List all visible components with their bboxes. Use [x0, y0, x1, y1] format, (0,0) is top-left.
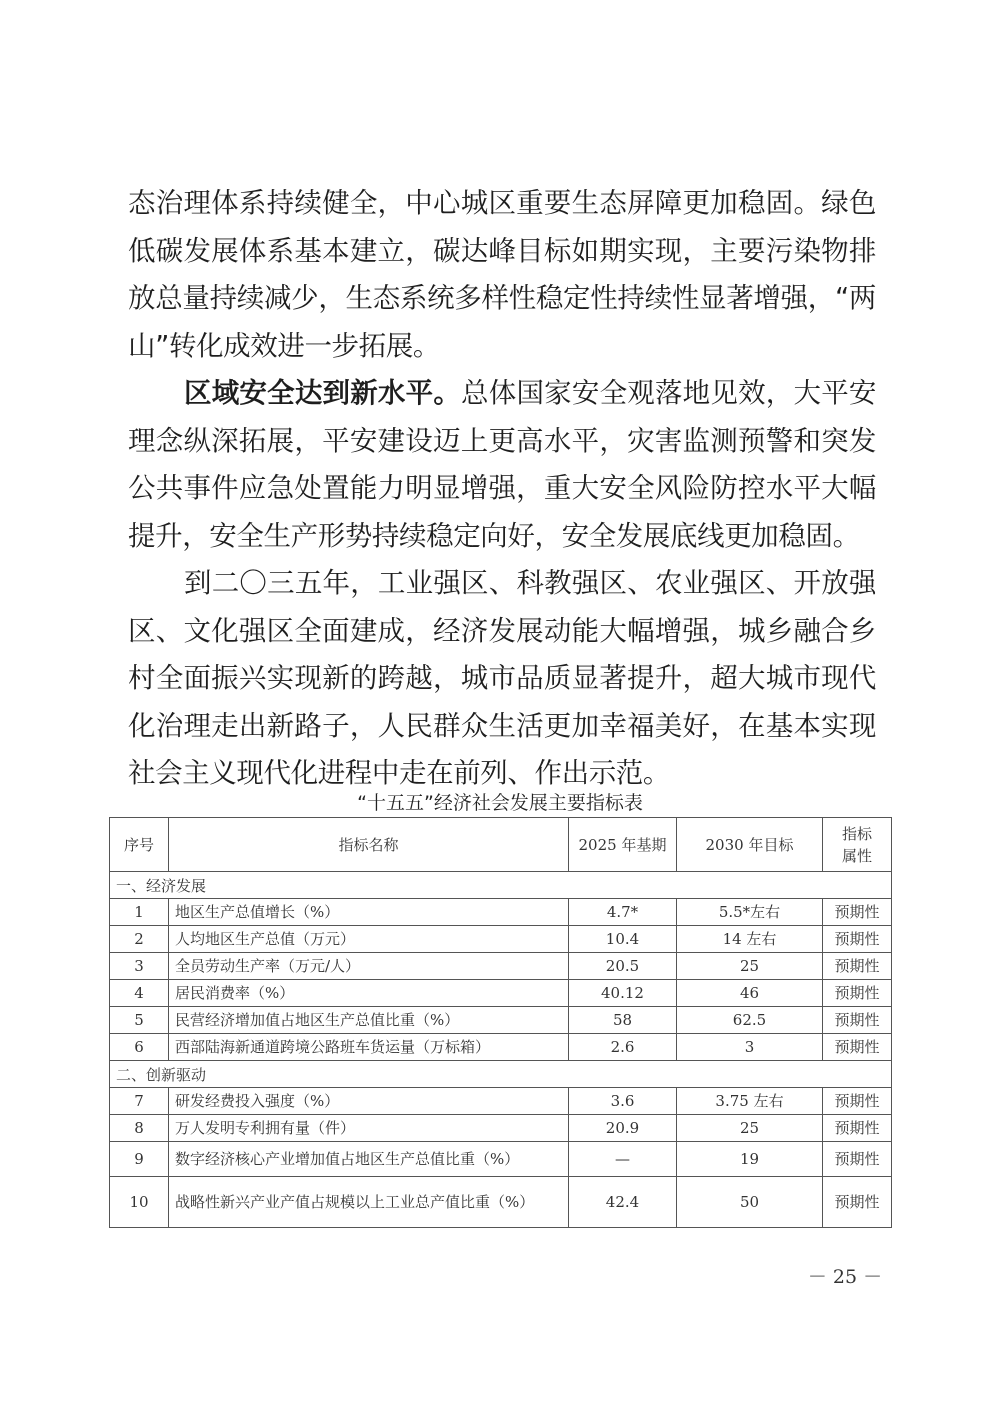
cell-name: 数字经济核心产业增加值占地区生产总值比重（%） — [169, 1142, 569, 1177]
cell-attr: 预期性 — [823, 1034, 892, 1061]
paragraph-heading: 区域安全达到新水平。 — [184, 377, 462, 409]
cell-no: 9 — [110, 1142, 169, 1177]
table-row — [110, 926, 892, 953]
cell-attr: 预期性 — [823, 899, 892, 926]
cell-target: 3 — [677, 1034, 823, 1061]
table-row — [110, 980, 892, 1007]
section-row — [110, 872, 892, 899]
paragraph-regional-security — [128, 370, 876, 560]
header-target: 2030 年目标 — [677, 818, 823, 872]
cell-name: 居民消费率（%） — [169, 980, 569, 1007]
cell-target: 50 — [677, 1177, 823, 1228]
cell-no: 7 — [110, 1088, 169, 1115]
table-row — [110, 1007, 892, 1034]
cell-attr: 预期性 — [823, 1007, 892, 1034]
section-title: 一、经济发展 — [110, 872, 892, 899]
indicator-table — [109, 817, 892, 1228]
cell-name: 地区生产总值增长（%） — [169, 899, 569, 926]
table-row — [110, 899, 892, 926]
table-row — [110, 953, 892, 980]
table-header-row — [110, 818, 892, 872]
cell-name: 万人发明专利拥有量（件） — [169, 1115, 569, 1142]
header-name: 指标名称 — [169, 818, 569, 872]
paragraph-2035-vision: 到二〇三五年，工业强区、科教强区、农业强区、开放强区、文化强区全面建成，经济发展动能大幅增强，城乡融合乡村全面振兴实现新的跨越，城市品质显著提升，超大城市现代化治理走出新路子，人民群众生活更加幸福美好，在基本实现社会主义现代化进程中走在前列、作出示范。 — [128, 567, 876, 789]
header-no: 序号 — [110, 818, 169, 872]
cell-name: 西部陆海新通道跨境公路班车货运量（万标箱） — [169, 1034, 569, 1061]
cell-attr: 预期性 — [823, 1115, 892, 1142]
cell-target: 3.75 左右 — [677, 1088, 823, 1115]
cell-name: 研发经费投入强度（%） — [169, 1088, 569, 1115]
table-row — [110, 1034, 892, 1061]
table-row — [110, 1088, 892, 1115]
cell-no: 6 — [110, 1034, 169, 1061]
cell-base: 4.7* — [569, 899, 677, 926]
paragraph-ecology: 态治理体系持续健全，中心城区重要生态屏障更加稳固。绿色低碳发展体系基本建立，碳达峰目标如期实现，主要污染物排放总量持续减少，生态系统多样性稳定性持续性显著增强，“两山”转化成效进一步拓展。 — [128, 187, 876, 362]
header-base: 2025 年基期 — [569, 818, 677, 872]
cell-base: 20.5 — [569, 953, 677, 980]
cell-target: 25 — [677, 953, 823, 980]
cell-no: 4 — [110, 980, 169, 1007]
cell-no: 5 — [110, 1007, 169, 1034]
cell-target: 14 左右 — [677, 926, 823, 953]
cell-attr: 预期性 — [823, 1177, 892, 1228]
section-title: 二、创新驱动 — [110, 1061, 892, 1088]
cell-base: 3.6 — [569, 1088, 677, 1115]
cell-no: 3 — [110, 953, 169, 980]
cell-no: 10 — [110, 1177, 169, 1228]
cell-base: 58 — [569, 1007, 677, 1034]
table-row — [110, 1115, 892, 1142]
cell-base: 40.12 — [569, 980, 677, 1007]
table-title: “十五五”经济社会发展主要指标表 — [357, 792, 643, 814]
cell-attr: 预期性 — [823, 926, 892, 953]
cell-name: 全员劳动生产率（万元/人） — [169, 953, 569, 980]
table-row — [110, 1142, 892, 1177]
paragraph-body: 总体国家安全观落地见效，大平安理念纵深拓展，平安建设迈上更高水平，灾害监测预警和突发公共事件应急处置能力明显增强，重大安全风险防控水平大幅提升，安全生产形势持续稳定向好，安全发展底线更加稳固。 — [128, 377, 877, 552]
cell-attr: 预期性 — [823, 980, 892, 1007]
section-row — [110, 1061, 892, 1088]
cell-name: 人均地区生产总值（万元） — [169, 926, 569, 953]
page-number: － 25 － — [807, 1266, 883, 1288]
cell-target: 62.5 — [677, 1007, 823, 1034]
cell-no: 8 — [110, 1115, 169, 1142]
cell-base: 10.4 — [569, 926, 677, 953]
cell-name: 民营经济增加值占地区生产总值比重（%） — [169, 1007, 569, 1034]
cell-no: 1 — [110, 899, 169, 926]
cell-base: 20.9 — [569, 1115, 677, 1142]
cell-base: — — [569, 1142, 677, 1177]
cell-base: 2.6 — [569, 1034, 677, 1061]
cell-attr: 预期性 — [823, 1142, 892, 1177]
cell-target: 19 — [677, 1142, 823, 1177]
cell-target: 25 — [677, 1115, 823, 1142]
cell-no: 2 — [110, 926, 169, 953]
cell-attr: 预期性 — [823, 1088, 892, 1115]
cell-name: 战略性新兴产业产值占规模以上工业总产值比重（%） — [169, 1177, 569, 1228]
table-row — [110, 1177, 892, 1228]
cell-target: 46 — [677, 980, 823, 1007]
cell-base: 42.4 — [569, 1177, 677, 1228]
header-attr: 指标属性 — [823, 818, 892, 872]
cell-target: 5.5*左右 — [677, 899, 823, 926]
cell-attr: 预期性 — [823, 953, 892, 980]
